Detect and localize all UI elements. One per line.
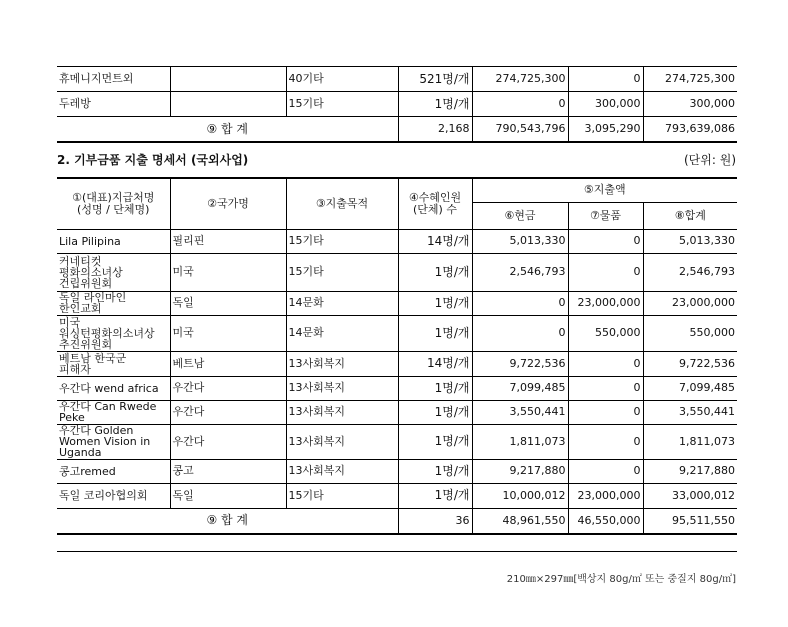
recipient-line: 베트남 한국군 bbox=[59, 351, 127, 365]
count-cell: 1명/개 bbox=[398, 424, 472, 459]
recipient-cell bbox=[57, 291, 170, 315]
cash-cell: 0 bbox=[472, 92, 568, 117]
header-goods: ⑦물품 bbox=[568, 202, 643, 229]
goods-cell: 0 bbox=[568, 229, 643, 253]
recipient-cell bbox=[57, 459, 170, 483]
total-cell: 7,099,485 bbox=[643, 376, 737, 400]
recipient-line: 평화의소녀상 bbox=[59, 265, 123, 279]
total-cell: 300,000 bbox=[643, 92, 737, 117]
purpose-cell: 15기타 bbox=[286, 92, 398, 117]
total-cell: 274,725,300 bbox=[643, 67, 737, 92]
goods-cell: 0 bbox=[568, 459, 643, 483]
goods-cell: 23,000,000 bbox=[568, 483, 643, 508]
cash-cell: 2,546,793 bbox=[472, 253, 568, 291]
header-recipient bbox=[57, 178, 170, 229]
recipient-line: 콩고remed bbox=[59, 464, 116, 478]
count-cell: 14명/개 bbox=[398, 229, 472, 253]
goods-cell: 0 bbox=[568, 67, 643, 92]
header-recipient-line1: ①(대표)지급처명 bbox=[72, 191, 155, 205]
recipient-line: Peke bbox=[59, 411, 85, 424]
cash-cell: 3,550,441 bbox=[472, 400, 568, 424]
sum-total: 793,639,086 bbox=[665, 122, 735, 136]
cash-cell: 9,722,536 bbox=[472, 351, 568, 376]
table-row bbox=[57, 483, 737, 508]
sum-cash: 48,961,550 bbox=[472, 508, 568, 534]
recipient-line: 우간다 Golden bbox=[59, 424, 134, 437]
total-cell: 5,013,330 bbox=[643, 229, 737, 253]
header-count-line2: (단체) 수 bbox=[413, 202, 457, 216]
recipient-line: 피해자 bbox=[59, 362, 91, 376]
country-cell: 우간다 bbox=[170, 424, 286, 459]
recipient-line: 추진위원회 bbox=[59, 337, 113, 351]
header-count bbox=[398, 178, 472, 229]
recipient-cell bbox=[57, 424, 170, 459]
purpose-cell: 13사회복지 bbox=[286, 376, 398, 400]
purpose-cell: 13사회복지 bbox=[286, 424, 398, 459]
recipient-line: 우간다 wend africa bbox=[59, 381, 159, 395]
table-row bbox=[57, 253, 737, 291]
purpose-cell: 15기타 bbox=[286, 229, 398, 253]
goods-cell: 23,000,000 bbox=[568, 291, 643, 315]
recipient-line: 우간다 Can Rwede bbox=[59, 400, 157, 413]
goods-cell: 300,000 bbox=[568, 92, 643, 117]
recipient-cell bbox=[57, 315, 170, 351]
recipient-line: Lila Pilipina bbox=[59, 234, 121, 248]
recipient-cell bbox=[57, 229, 170, 253]
goods-cell: 0 bbox=[568, 253, 643, 291]
cash-cell: 9,217,880 bbox=[472, 459, 568, 483]
recipient-cell bbox=[57, 483, 170, 508]
country-cell: 우간다 bbox=[170, 400, 286, 424]
recipient-cell: 두레방 bbox=[57, 92, 170, 117]
recipient-line: Women Vision in bbox=[59, 435, 151, 448]
purpose-cell: 15기타 bbox=[286, 483, 398, 508]
table-row bbox=[57, 459, 737, 483]
cash-cell: 10,000,012 bbox=[472, 483, 568, 508]
recipient-cell bbox=[57, 253, 170, 291]
header-purpose: ③지출목적 bbox=[286, 178, 398, 229]
bottom-rule bbox=[57, 551, 737, 552]
sum-cash: 790,543,796 bbox=[472, 117, 568, 143]
count-cell: 14명/개 bbox=[398, 351, 472, 376]
table-row bbox=[57, 424, 737, 459]
unit-label: (단위: 원) bbox=[684, 153, 736, 167]
count-cell: 1명/개 bbox=[398, 315, 472, 351]
cash-cell: 0 bbox=[472, 291, 568, 315]
count-cell: 1명/개 bbox=[398, 400, 472, 424]
country-cell: 독일 bbox=[170, 483, 286, 508]
total-cell: 550,000 bbox=[643, 315, 737, 351]
country-cell: 콩고 bbox=[170, 459, 286, 483]
total-cell: 33,000,012 bbox=[643, 483, 737, 508]
cash-cell: 1,811,073 bbox=[472, 424, 568, 459]
purpose-cell: 14문화 bbox=[286, 315, 398, 351]
prior-summary-table bbox=[57, 66, 737, 143]
sum-goods: 3,095,290 bbox=[568, 117, 643, 143]
recipient-cell: 휴메니지먼트외 bbox=[57, 67, 170, 92]
count-cell: 1명/개 bbox=[398, 459, 472, 483]
purpose-cell: 13사회복지 bbox=[286, 351, 398, 376]
purpose-cell: 40기타 bbox=[286, 67, 398, 92]
sum-count: 36 bbox=[398, 508, 472, 534]
country-cell: 베트남 bbox=[170, 351, 286, 376]
purpose-cell: 15기타 bbox=[286, 253, 398, 291]
count-cell: 521명/개 bbox=[398, 67, 472, 92]
cash-cell: 7,099,485 bbox=[472, 376, 568, 400]
table-row bbox=[57, 291, 737, 315]
table-row bbox=[57, 315, 737, 351]
total-cell: 9,217,880 bbox=[643, 459, 737, 483]
cash-cell: 5,013,330 bbox=[472, 229, 568, 253]
recipient-line: 독일 코리아협의회 bbox=[59, 489, 148, 502]
overseas-donation-table bbox=[57, 177, 737, 535]
goods-cell: 0 bbox=[568, 400, 643, 424]
count-cell: 1명/개 bbox=[398, 92, 472, 117]
country-cell bbox=[170, 92, 286, 117]
count-cell: 1명/개 bbox=[398, 376, 472, 400]
table-row bbox=[57, 229, 737, 253]
table-row bbox=[57, 400, 737, 424]
sum-total: 95,511,550 bbox=[672, 513, 736, 527]
purpose-cell: 13사회복지 bbox=[286, 400, 398, 424]
country-cell: 필리핀 bbox=[170, 229, 286, 253]
sum-count: 2,168 bbox=[398, 117, 472, 143]
header-recipient-line2: (성명 / 단체명) bbox=[77, 202, 150, 216]
sum-label: ⑨ 합 계 bbox=[57, 508, 398, 534]
country-cell: 독일 bbox=[170, 291, 286, 315]
header-total: ⑧합계 bbox=[643, 202, 737, 229]
table-row bbox=[57, 351, 737, 376]
table-row bbox=[57, 67, 737, 92]
header-amount: ⑤지출액 bbox=[472, 178, 737, 202]
total-cell: 23,000,000 bbox=[643, 291, 737, 315]
count-cell: 1명/개 bbox=[398, 291, 472, 315]
recipient-cell bbox=[57, 400, 170, 424]
count-cell: 1명/개 bbox=[398, 253, 472, 291]
sum-row bbox=[57, 117, 737, 143]
recipient-line: 커네티컷 bbox=[59, 254, 102, 268]
paper-spec-footer: 210㎜×297㎜[백상지 80g/㎡ 또는 중질지 80g/㎡] bbox=[506, 574, 736, 585]
sum-goods: 46,550,000 bbox=[568, 508, 643, 534]
recipient-line: Uganda bbox=[59, 446, 102, 459]
header-row-1 bbox=[57, 178, 737, 202]
total-cell: 2,546,793 bbox=[643, 253, 737, 291]
total-cell: 1,811,073 bbox=[643, 424, 737, 459]
goods-cell: 0 bbox=[568, 424, 643, 459]
country-cell: 미국 bbox=[170, 253, 286, 291]
table-row bbox=[57, 92, 737, 117]
recipient-line: 한인교회 bbox=[59, 302, 102, 315]
cash-cell: 274,725,300 bbox=[472, 67, 568, 92]
country-cell: 미국 bbox=[170, 315, 286, 351]
header-count-line1: ④수혜인원 bbox=[408, 191, 462, 205]
header-country: ②국가명 bbox=[170, 178, 286, 229]
table-row bbox=[57, 376, 737, 400]
country-cell bbox=[170, 67, 286, 92]
recipient-line: 워싱턴평화의소녀상 bbox=[59, 326, 155, 340]
goods-cell: 0 bbox=[568, 376, 643, 400]
header-cash: ⑥현금 bbox=[472, 202, 568, 229]
recipient-line: 독일 라인마인 bbox=[59, 291, 127, 304]
cash-cell: 0 bbox=[472, 315, 568, 351]
sum-row bbox=[57, 508, 737, 534]
country-cell: 우간다 bbox=[170, 376, 286, 400]
count-cell: 1명/개 bbox=[398, 483, 472, 508]
recipient-cell bbox=[57, 376, 170, 400]
purpose-cell: 13사회복지 bbox=[286, 459, 398, 483]
purpose-cell: 14문화 bbox=[286, 291, 398, 315]
goods-cell: 550,000 bbox=[568, 315, 643, 351]
sum-label: ⑨ 합 계 bbox=[57, 117, 398, 143]
total-cell: 3,550,441 bbox=[643, 400, 737, 424]
recipient-cell bbox=[57, 351, 170, 376]
goods-cell: 0 bbox=[568, 351, 643, 376]
total-cell: 9,722,536 bbox=[643, 351, 737, 376]
recipient-line: 건립위원회 bbox=[59, 276, 113, 290]
recipient-line: 미국 bbox=[59, 315, 81, 329]
section-title: 2. 기부금품 지출 명세서 (국외사업) bbox=[57, 153, 249, 167]
